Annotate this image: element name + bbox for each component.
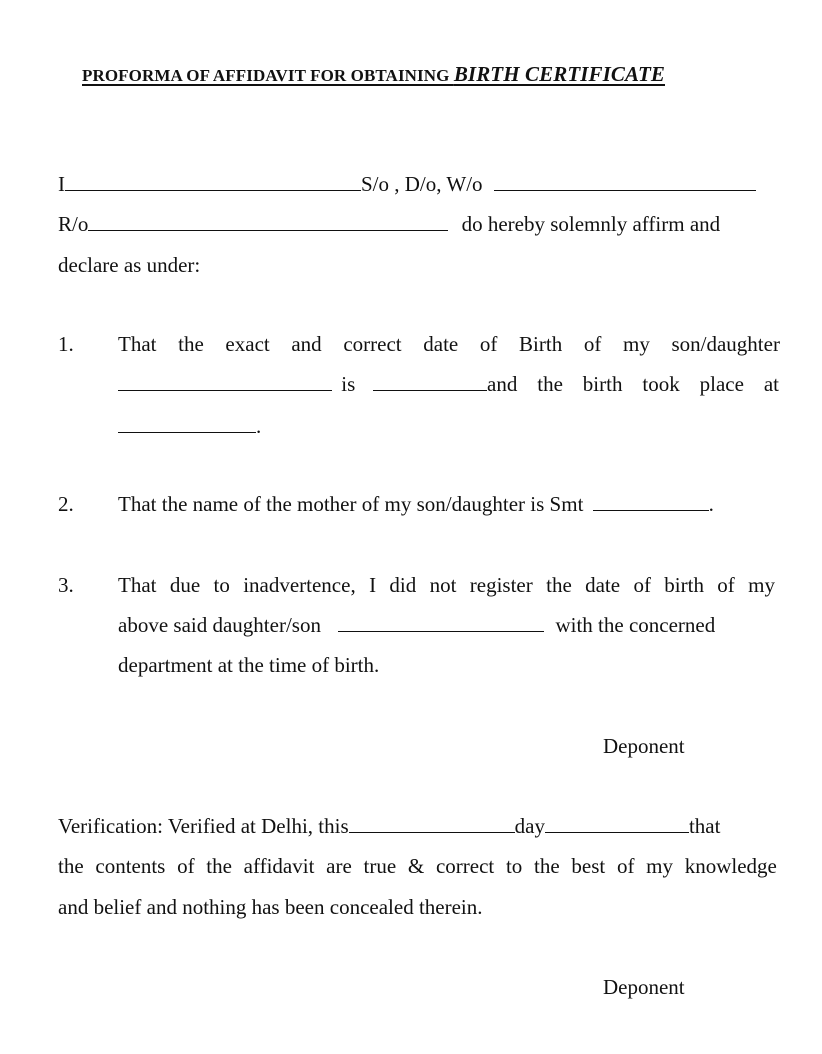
birth-place-blank (118, 431, 256, 433)
item-3-word: inadvertence, (243, 573, 356, 597)
verification-month-blank (545, 831, 689, 833)
item-2-period: . (708, 492, 714, 516)
item-2-text: That the name of the mother of my son/daughter is Smt (118, 492, 584, 516)
verification-word: the (534, 854, 560, 878)
child-name-blank (118, 389, 332, 391)
item-1-line-2 (118, 372, 487, 397)
item-1-word: birth (582, 372, 623, 396)
verification-word: the (206, 854, 232, 878)
item-1-word: son/daughter (671, 332, 780, 356)
item-3-word: my (748, 573, 775, 597)
item-1-word: Birth (519, 332, 563, 356)
item-1-number: 1. (58, 332, 74, 356)
item-3-word: not (429, 573, 457, 597)
item-1-line-2-tail (487, 372, 779, 397)
intro-line-residence (58, 212, 720, 237)
item-3-word: birth (664, 573, 704, 597)
item-3-line-2 (118, 613, 715, 638)
item-3-word: date (585, 573, 621, 597)
intro-affirm: do hereby solemnly affirm and (461, 212, 721, 236)
verification-word: my (646, 854, 674, 878)
verification-word: true (363, 854, 397, 878)
intro-ro: R/o (58, 212, 89, 236)
item-3-above-said: above said daughter/son (118, 613, 321, 637)
verification-line-3: and belief and nothing has been concealed therein. (58, 895, 483, 919)
verification-that: that (688, 814, 721, 838)
item-3-word: did (389, 573, 417, 597)
verification-word: knowledge (684, 854, 777, 878)
item-1-word: correct (343, 332, 402, 356)
title-prefix: PROFORMA OF AFFIDAVIT FOR OBTAINING (82, 66, 454, 85)
verification-line-1 (58, 814, 720, 839)
verification-word: are (326, 854, 352, 878)
item-3-word: That (118, 573, 157, 597)
item-1-word: and (487, 372, 518, 396)
document-title (82, 62, 758, 87)
verification-word: contents (95, 854, 166, 878)
item-1-line-1 (118, 332, 780, 357)
item-3-line-3: department at the time of birth. (118, 653, 380, 677)
residence-blank (88, 229, 448, 231)
item-1-word: That (118, 332, 157, 356)
item-2-line (118, 492, 714, 517)
item-3-word: due (169, 573, 201, 597)
item-1-word: the (537, 372, 563, 396)
verification-day-blank (349, 831, 515, 833)
verification-word: best (571, 854, 606, 878)
intro-declare: declare as under: (58, 253, 201, 277)
verification-line-2 (58, 854, 777, 879)
item-1-word: of (479, 332, 498, 356)
birth-date-blank (373, 389, 487, 391)
item-1-word: the (178, 332, 204, 356)
item-3-number: 3. (58, 573, 74, 597)
item-3-word: to (213, 573, 230, 597)
item-1-period: . (256, 414, 262, 438)
item-1-word: my (622, 332, 650, 356)
item-1-line-3 (118, 414, 261, 439)
item-3-concerned: with the concerned (555, 613, 716, 637)
item-1-word: and (291, 332, 322, 356)
item-3-word: register (469, 573, 533, 597)
item-3-word: of (717, 573, 735, 597)
item-1-word: of (583, 332, 602, 356)
relation-name-blank (494, 189, 756, 191)
verification-word: & (407, 854, 425, 878)
item-3-line-1 (118, 573, 775, 598)
verification-day: day (514, 814, 545, 838)
title-emphasis: BIRTH CERTIFICATE (453, 62, 665, 86)
item-1-word: exact (225, 332, 270, 356)
verification-word: of (177, 854, 195, 878)
child-name-blank-2 (338, 630, 544, 632)
item-3-word: I (369, 573, 377, 597)
item-1-word: place (699, 372, 744, 396)
item-1-word: took (642, 372, 680, 396)
intro-relation: S/o , D/o, W/o (361, 172, 483, 196)
verification-word: to (505, 854, 523, 878)
verification-word: the (58, 854, 84, 878)
item-3-word: of (633, 573, 651, 597)
deponent-signature-1: Deponent (603, 734, 685, 758)
item-1-word: at (763, 372, 779, 396)
verification-word: of (616, 854, 635, 878)
name-blank (65, 189, 361, 191)
verification-word: correct (435, 854, 495, 878)
item-2-number: 2. (58, 492, 74, 516)
item-3-word: the (546, 573, 572, 597)
item-1-is: is (341, 372, 356, 396)
intro-line-name (58, 172, 756, 197)
verification-word: affidavit (243, 854, 315, 878)
mother-name-blank (593, 509, 709, 511)
verification-lead: Verification: Verified at Delhi, this (58, 814, 349, 838)
item-1-word: date (423, 332, 459, 356)
intro-i: I (58, 172, 65, 196)
deponent-signature-2: Deponent (603, 975, 685, 999)
